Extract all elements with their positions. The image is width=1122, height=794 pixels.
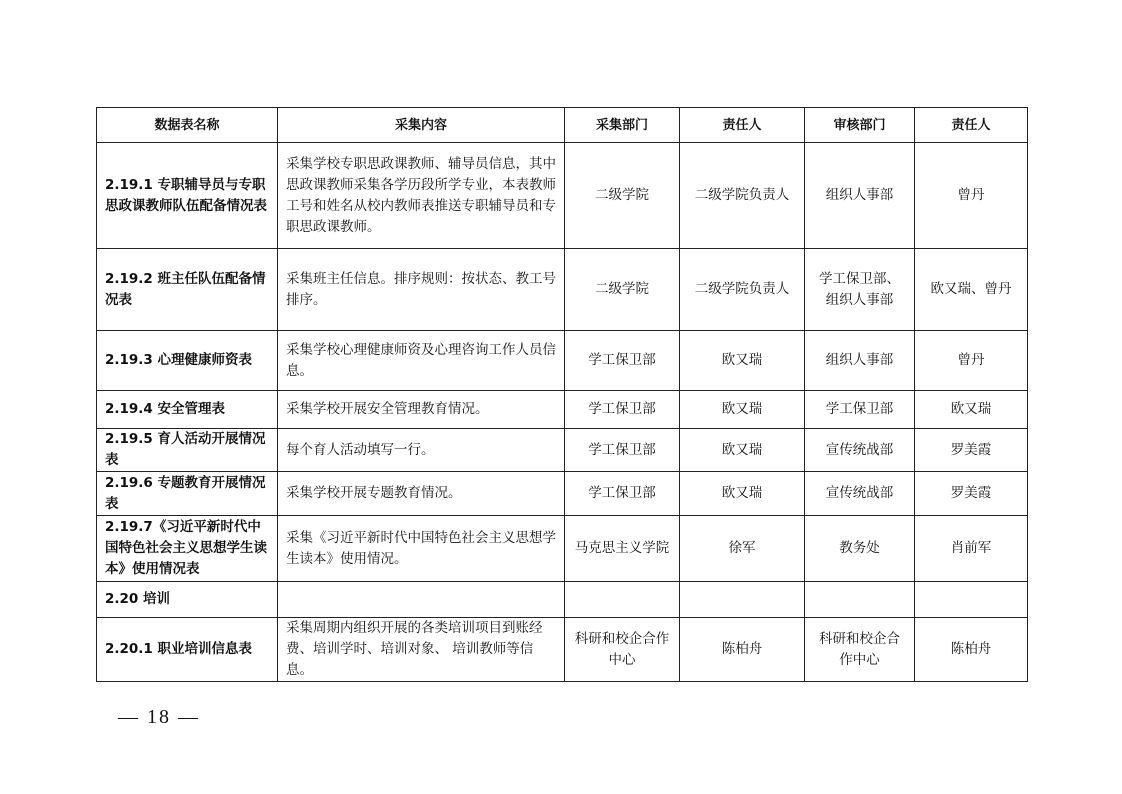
header-review-dept: 审核部门	[805, 108, 915, 143]
cell-review-dept	[805, 582, 915, 618]
cell-reviewer	[915, 582, 1028, 618]
cell-owner: 徐军	[680, 516, 805, 582]
cell-table-name: 2.19.5 育人活动开展情况表	[97, 429, 278, 472]
cell-reviewer: 曾丹	[915, 331, 1028, 391]
cell-reviewer: 欧又瑞	[915, 391, 1028, 429]
cell-table-name: 2.19.2 班主任队伍配备情况表	[97, 249, 278, 331]
cell-owner: 欧又瑞	[680, 391, 805, 429]
cell-owner: 二级学院负责人	[680, 143, 805, 249]
table-row	[97, 618, 1028, 682]
table-header-row	[97, 108, 1028, 143]
cell-owner: 欧又瑞	[680, 429, 805, 472]
cell-table-name: 2.19.6 专题教育开展情况表	[97, 472, 278, 516]
cell-content: 采集学校心理健康师资及心理咨询工作人员信息。	[278, 331, 565, 391]
cell-review-dept: 宣传统战部	[805, 429, 915, 472]
cell-review-dept: 科研和校企合作中心	[805, 618, 915, 682]
table-row	[97, 249, 1028, 331]
cell-review-dept: 组织人事部	[805, 143, 915, 249]
cell-reviewer: 曾丹	[915, 143, 1028, 249]
cell-content: 采集班主任信息。排序规则：按状态、教工号排序。	[278, 249, 565, 331]
cell-owner: 欧又瑞	[680, 331, 805, 391]
cell-reviewer: 罗美霞	[915, 472, 1028, 516]
header-owner: 责任人	[680, 108, 805, 143]
header-table-name: 数据表名称	[97, 108, 278, 143]
cell-owner	[680, 582, 805, 618]
cell-collect-dept: 二级学院	[565, 249, 680, 331]
cell-reviewer: 陈柏舟	[915, 618, 1028, 682]
cell-table-name: 2.20 培训	[97, 582, 278, 618]
cell-owner: 陈柏舟	[680, 618, 805, 682]
cell-owner: 二级学院负责人	[680, 249, 805, 331]
cell-review-dept: 宣传统战部	[805, 472, 915, 516]
cell-review-dept: 教务处	[805, 516, 915, 582]
table-row	[97, 472, 1028, 516]
header-content: 采集内容	[278, 108, 565, 143]
table-row	[97, 391, 1028, 429]
cell-content: 每个育人活动填写一行。	[278, 429, 565, 472]
cell-content	[278, 582, 565, 618]
cell-owner: 欧又瑞	[680, 472, 805, 516]
cell-reviewer: 肖前军	[915, 516, 1028, 582]
table-row	[97, 331, 1028, 391]
cell-content: 采集周期内组织开展的各类培训项目到账经费、培训学时、培训对象、 培训教师等信息。	[278, 618, 565, 682]
cell-table-name: 2.20.1 职业培训信息表	[97, 618, 278, 682]
cell-review-dept: 学工保卫部	[805, 391, 915, 429]
cell-reviewer: 罗美霞	[915, 429, 1028, 472]
page-number: — 18 —	[118, 706, 200, 728]
cell-table-name: 2.19.4 安全管理表	[97, 391, 278, 429]
cell-content: 采集《习近平新时代中国特色社会主义思想学生读本》使用情况。	[278, 516, 565, 582]
table-row	[97, 516, 1028, 582]
header-reviewer: 责任人	[915, 108, 1028, 143]
cell-table-name: 2.19.7《习近平新时代中国特色社会主义思想学生读本》使用情况表	[97, 516, 278, 582]
cell-collect-dept: 学工保卫部	[565, 429, 680, 472]
cell-table-name: 2.19.3 心理健康师资表	[97, 331, 278, 391]
cell-collect-dept: 二级学院	[565, 143, 680, 249]
cell-collect-dept: 科研和校企合作中心	[565, 618, 680, 682]
cell-reviewer: 欧又瑞、曾丹	[915, 249, 1028, 331]
cell-collect-dept: 学工保卫部	[565, 391, 680, 429]
header-collect-dept: 采集部门	[565, 108, 680, 143]
cell-content: 采集学校专职思政课教师、辅导员信息，其中思政课教师采集各学历段所学专业，本表教师工号和姓名从校内教师表推送专职辅导员和专职思政课教师。	[278, 143, 565, 249]
table-row	[97, 582, 1028, 618]
cell-review-dept: 组织人事部	[805, 331, 915, 391]
table-row	[97, 143, 1028, 249]
cell-table-name: 2.19.1 专职辅导员与专职思政课教师队伍配备情况表	[97, 143, 278, 249]
cell-collect-dept: 学工保卫部	[565, 331, 680, 391]
cell-content: 采集学校开展专题教育情况。	[278, 472, 565, 516]
table-row	[97, 429, 1028, 472]
data-table	[96, 107, 1028, 682]
cell-review-dept: 学工保卫部、组织人事部	[805, 249, 915, 331]
cell-content: 采集学校开展安全管理教育情况。	[278, 391, 565, 429]
cell-collect-dept: 学工保卫部	[565, 472, 680, 516]
cell-collect-dept	[565, 582, 680, 618]
cell-collect-dept: 马克思主义学院	[565, 516, 680, 582]
